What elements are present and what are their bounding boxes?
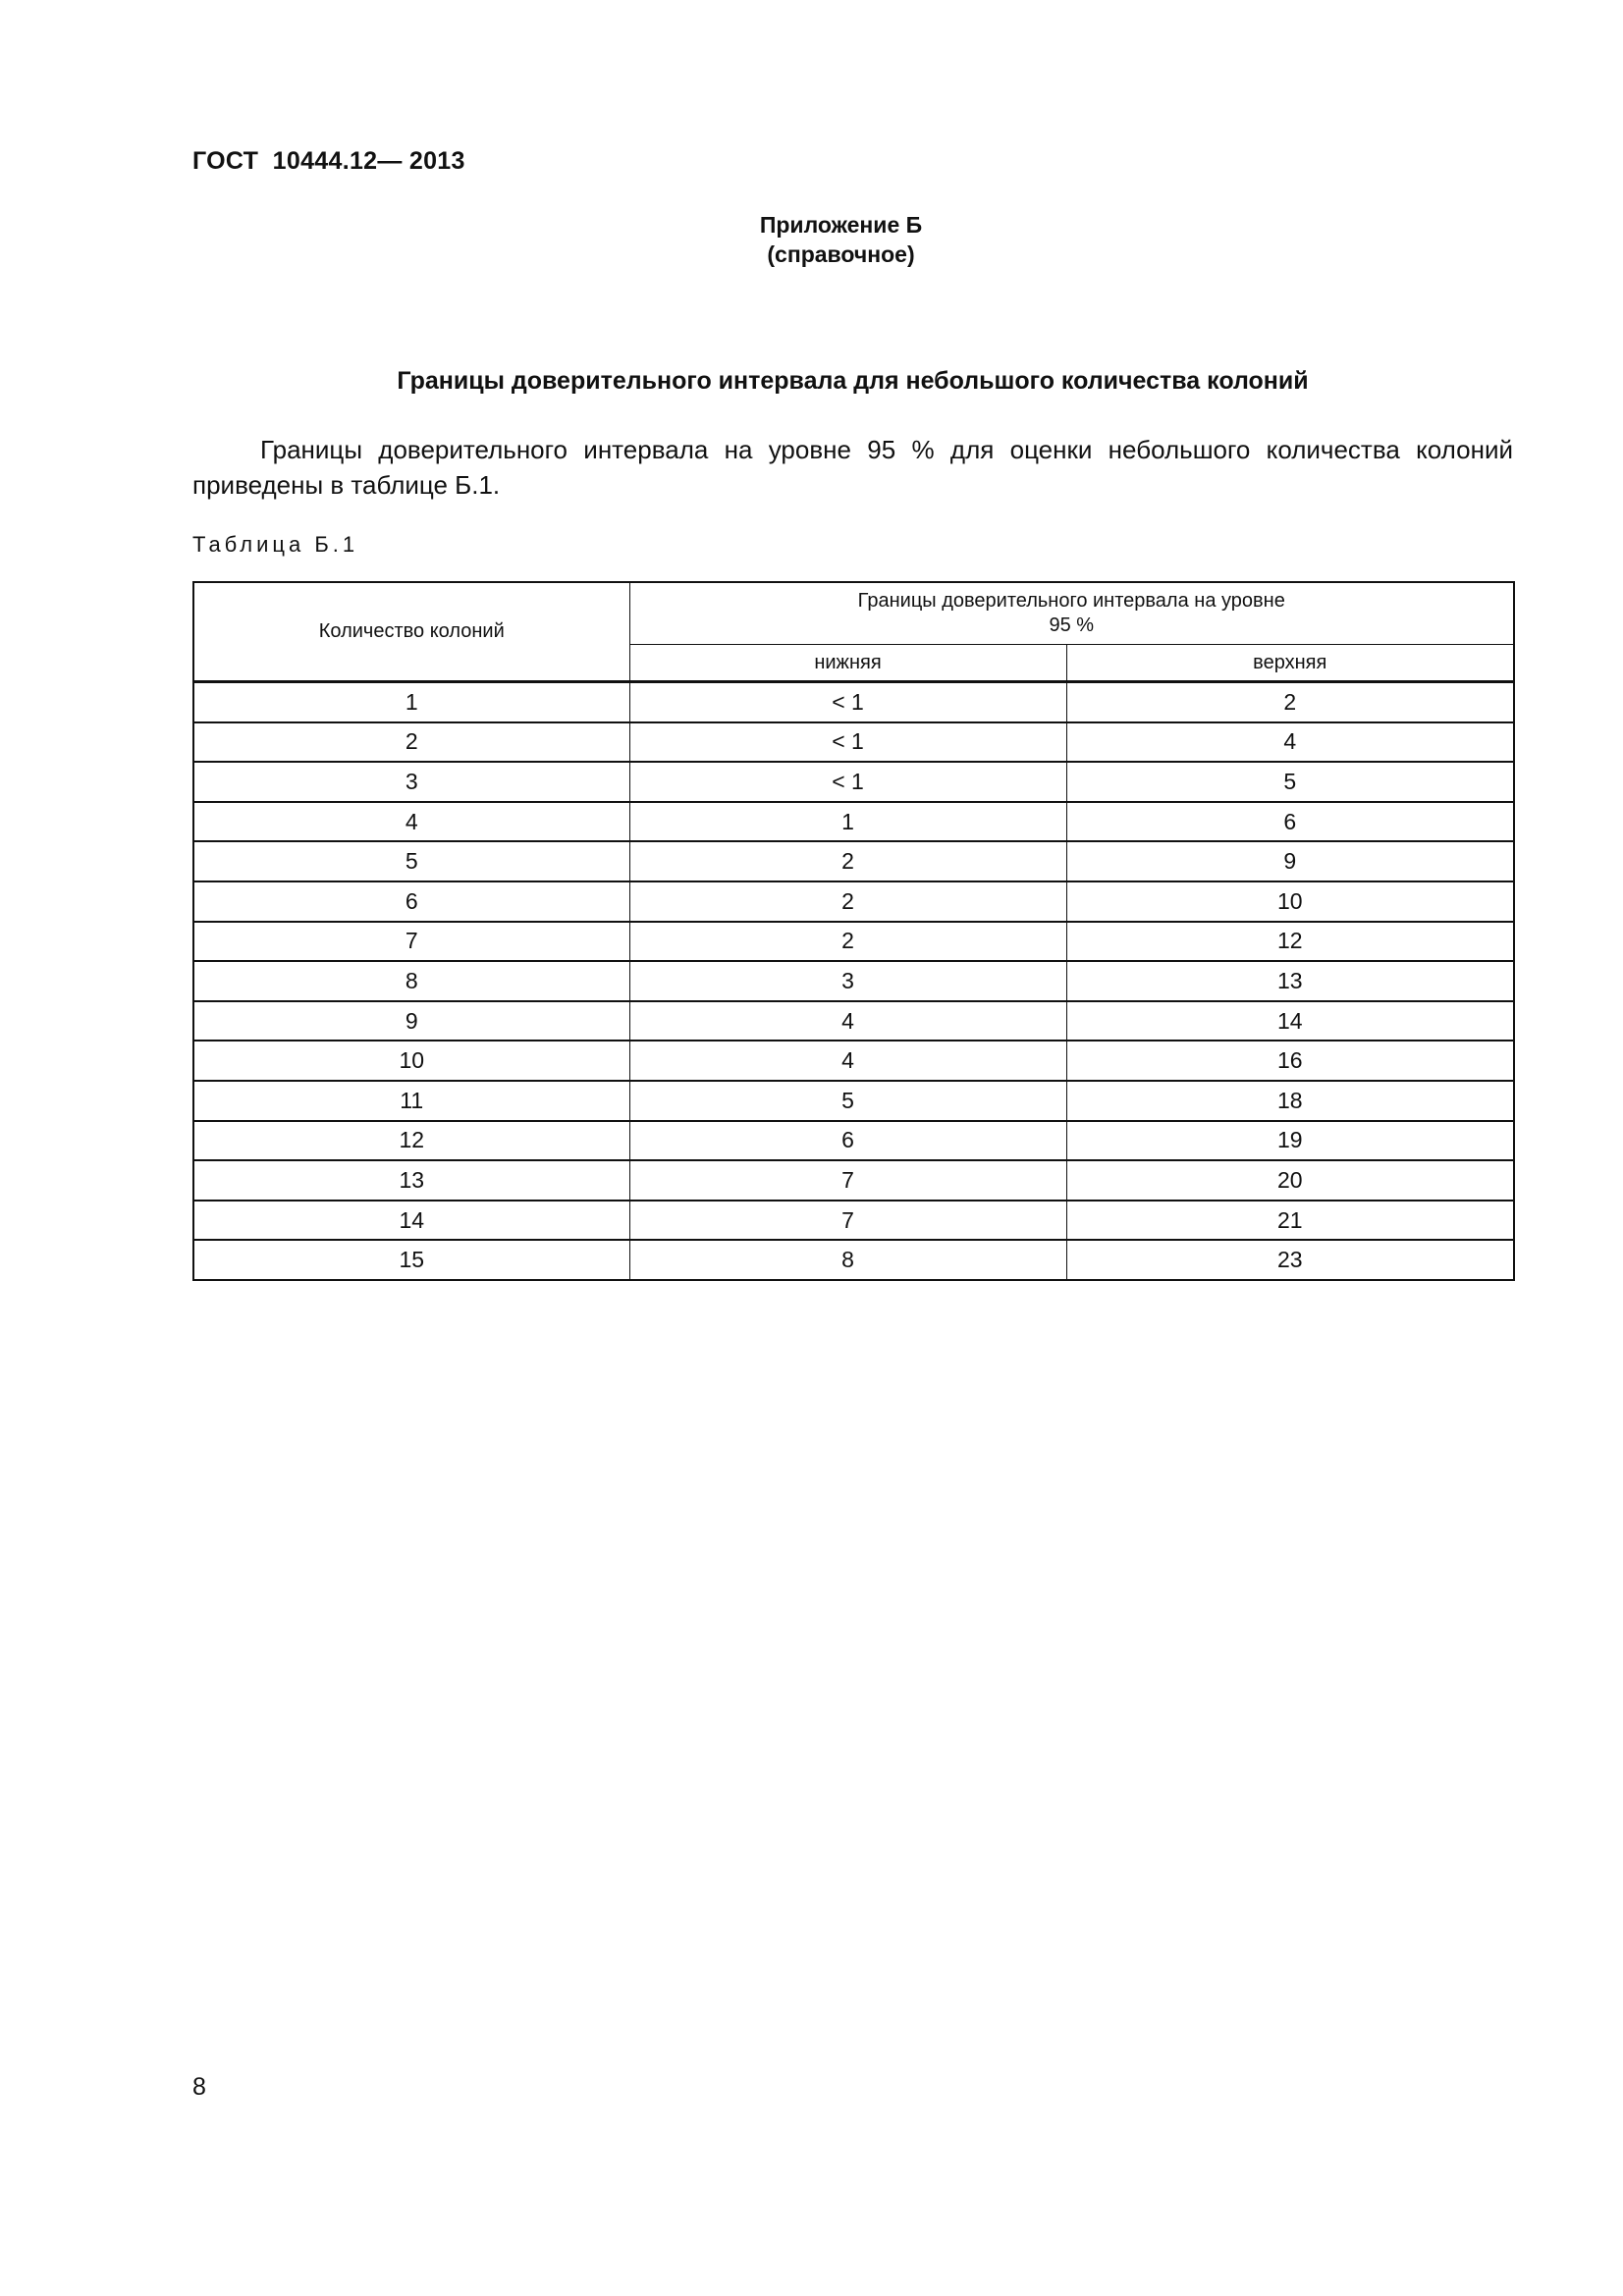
header-upper: верхняя [1066,645,1514,682]
cell-lower-bound: 4 [629,1001,1066,1041]
cell-lower-bound: < 1 [629,762,1066,802]
appendix-type: (справочное) [767,241,915,267]
cell-colony-count: 3 [193,762,629,802]
cell-lower-bound: 2 [629,841,1066,881]
table-row [193,762,1514,802]
table-row [193,961,1514,1001]
page-number: 8 [192,2073,206,2101]
cell-upper-bound: 2 [1066,682,1514,722]
table-row [193,1041,1514,1081]
table-body [193,682,1514,1280]
cell-lower-bound: 3 [629,961,1066,1001]
cell-upper-bound: 10 [1066,881,1514,922]
cell-colony-count: 12 [193,1121,629,1161]
cell-upper-bound: 4 [1066,722,1514,763]
appendix-title: Приложение Б [759,212,923,238]
cell-upper-bound: 14 [1066,1001,1514,1041]
intro-paragraph: Границы доверительного интервала на уровне 95 % для оценки небольшого количества колоний приведены в таблице Б.1. [192,435,1513,500]
cell-colony-count: 9 [193,1001,629,1041]
cell-lower-bound: 1 [629,802,1066,842]
document-header: ГОСТ 10444.12— 2013 [192,147,465,175]
table-caption: Таблица Б.1 [192,532,359,557]
cell-colony-count: 13 [193,1160,629,1201]
header-confidence-interval-text: Границы доверительного интервала на уровне 95 % [857,590,1285,636]
cell-colony-count: 8 [193,961,629,1001]
table-row [193,682,1514,722]
cell-lower-bound: < 1 [629,682,1066,722]
cell-upper-bound: 21 [1066,1201,1514,1241]
cell-colony-count: 10 [193,1041,629,1081]
cell-upper-bound: 23 [1066,1240,1514,1280]
cell-lower-bound: 7 [629,1201,1066,1241]
confidence-interval-table [192,581,1515,1281]
cell-upper-bound: 13 [1066,961,1514,1001]
cell-colony-count: 4 [193,802,629,842]
cell-colony-count: 7 [193,922,629,962]
cell-colony-count: 11 [193,1081,629,1121]
cell-upper-bound: 5 [1066,762,1514,802]
section-title: Границы доверительного интервала для небольшого количества колоний [397,367,1309,395]
header-confidence-interval [629,582,1514,645]
cell-upper-bound: 19 [1066,1121,1514,1161]
cell-lower-bound: 7 [629,1160,1066,1201]
table-row [193,1201,1514,1241]
cell-colony-count: 1 [193,682,629,722]
table-row [193,1081,1514,1121]
cell-colony-count: 6 [193,881,629,922]
cell-upper-bound: 6 [1066,802,1514,842]
cell-upper-bound: 20 [1066,1160,1514,1201]
table-row [193,1001,1514,1041]
cell-lower-bound: < 1 [629,722,1066,763]
cell-upper-bound: 16 [1066,1041,1514,1081]
table-row [193,1160,1514,1201]
table-row [193,722,1514,763]
cell-colony-count: 14 [193,1201,629,1241]
cell-upper-bound: 12 [1066,922,1514,962]
cell-colony-count: 2 [193,722,629,763]
table-row [193,1240,1514,1280]
cell-lower-bound: 6 [629,1121,1066,1161]
table-row [193,922,1514,962]
header-lower: нижняя [629,645,1066,682]
cell-colony-count: 15 [193,1240,629,1280]
table-row [193,802,1514,842]
cell-lower-bound: 2 [629,881,1066,922]
cell-lower-bound: 4 [629,1041,1066,1081]
table-row [193,841,1514,881]
cell-colony-count: 5 [193,841,629,881]
cell-upper-bound: 9 [1066,841,1514,881]
table-row [193,881,1514,922]
cell-lower-bound: 8 [629,1240,1066,1280]
header-colony-count: Количество колоний [193,582,629,682]
table-row [193,1121,1514,1161]
appendix-heading [0,210,1623,269]
cell-lower-bound: 5 [629,1081,1066,1121]
cell-lower-bound: 2 [629,922,1066,962]
cell-upper-bound: 18 [1066,1081,1514,1121]
